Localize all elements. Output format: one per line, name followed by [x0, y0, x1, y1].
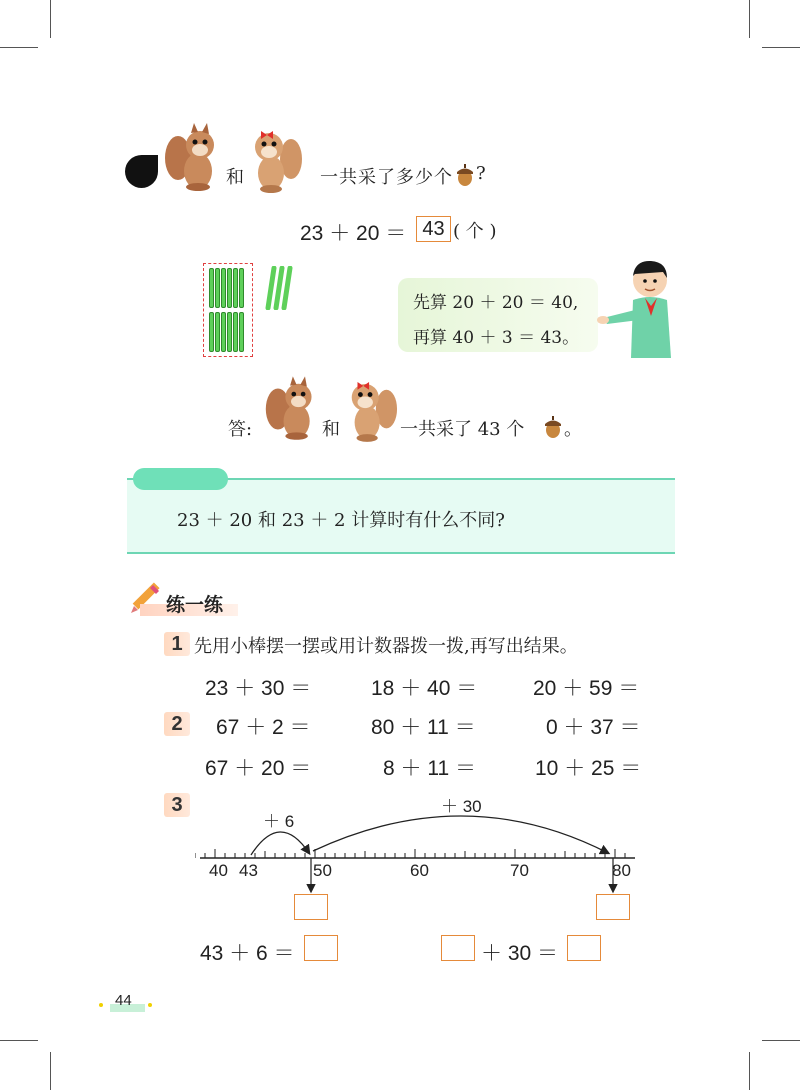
q3-eq1-answer-box[interactable] — [304, 935, 338, 961]
answer-squirrel-girl-icon — [344, 376, 398, 444]
crop-mark-tr-h — [762, 47, 800, 48]
crop-mark-tl-v — [50, 0, 51, 38]
q3-eq2-start-box[interactable] — [441, 935, 475, 961]
single-sticks — [258, 266, 294, 310]
jump-small-label: ＋ 6 — [263, 812, 295, 831]
tick-label-40: 40 — [209, 861, 228, 880]
connector-text: 和 — [226, 167, 244, 188]
q1-instruction: 先用小棒摆一摆或用计数器拨一拨,再写出结果。 — [194, 636, 578, 657]
crop-mark-bl-v — [50, 1052, 51, 1090]
answer-connector: 和 — [322, 419, 340, 440]
answer-box-under-79[interactable] — [596, 894, 630, 920]
question-mark: ? — [476, 163, 486, 184]
answer-box-under-49[interactable] — [294, 894, 328, 920]
acorn-icon — [455, 163, 475, 187]
page-number-dot-left — [99, 1003, 103, 1007]
q1-item-1: 23 ＋ 30 ＝ — [205, 677, 312, 700]
tick-label-60: 60 — [410, 861, 429, 880]
think-tab — [133, 468, 228, 490]
think-question: 23 ＋ 20 和 23 ＋ 2 计算时有什么不同? — [177, 510, 505, 531]
speech-line-1: 先算 20 ＋ 20 ＝ 40, — [413, 293, 579, 313]
tick-label-80: 80 — [612, 861, 631, 880]
boy-icon — [595, 258, 680, 363]
example-answer-box — [416, 216, 451, 242]
example-bullet-icon — [125, 155, 158, 188]
tick-label-50: 50 — [313, 861, 332, 880]
crop-mark-tr-v — [749, 0, 750, 38]
q2-row1-item-1: 67 ＋ 2 ＝ — [216, 716, 311, 739]
tick-label-70: 70 — [510, 861, 529, 880]
ten-bundle-2 — [209, 312, 244, 352]
example-equation: 23 ＋ 20 ＝ — [300, 222, 407, 245]
q2-row1-item-3: 0 ＋ 37 ＝ — [546, 716, 641, 739]
jump-large-label: ＋ 30 — [441, 797, 482, 816]
q3-eq2-answer-box[interactable] — [567, 935, 601, 961]
q3-equation-2: ＋ 30 ＝ — [481, 942, 559, 965]
ten-bundle-1 — [209, 268, 244, 308]
q2-row2-item-2: 8 ＋ 11 ＝ — [383, 757, 476, 780]
answer-text: 一共采了 43 个 — [400, 419, 525, 440]
q2-row2-item-3: 10 ＋ 25 ＝ — [535, 757, 642, 780]
page-number: 44 — [115, 992, 132, 1009]
q3-number: 3 — [164, 793, 190, 817]
example-answer-value: 43 — [422, 218, 445, 240]
answer-acorn-icon — [543, 415, 563, 439]
q3-equation-1: 43 ＋ 6 ＝ — [200, 942, 295, 965]
crop-mark-br-v — [749, 1052, 750, 1090]
q2-row1-item-2: 80 ＋ 11 ＝ — [371, 716, 476, 739]
crop-mark-tl-h — [0, 47, 38, 48]
answer-prefix: 答: — [228, 419, 253, 440]
page-number-dot-right — [148, 1003, 152, 1007]
q1-item-2: 18 ＋ 40 ＝ — [371, 677, 478, 700]
crop-mark-br-h — [762, 1040, 800, 1041]
question-text: 一共采了多少个 — [320, 167, 453, 188]
example-unit: ( 个 ) — [453, 221, 497, 242]
squirrel-brown-icon — [162, 123, 222, 193]
crop-mark-bl-h — [0, 1040, 38, 1041]
q1-number: 1 — [164, 632, 190, 656]
answer-squirrel-brown-icon — [263, 375, 319, 443]
speech-line-2: 再算 40 ＋ 3 ＝ 43。 — [413, 328, 580, 348]
squirrel-girl-icon — [247, 125, 303, 195]
tick-label-43: 43 — [239, 861, 258, 880]
q1-item-3: 20 ＋ 59 ＝ — [533, 677, 640, 700]
practice-title: 练一练 — [166, 595, 224, 616]
q2-row2-item-1: 67 ＋ 20 ＝ — [205, 757, 312, 780]
q2-number: 2 — [164, 712, 190, 736]
answer-end: 。 — [564, 419, 582, 440]
